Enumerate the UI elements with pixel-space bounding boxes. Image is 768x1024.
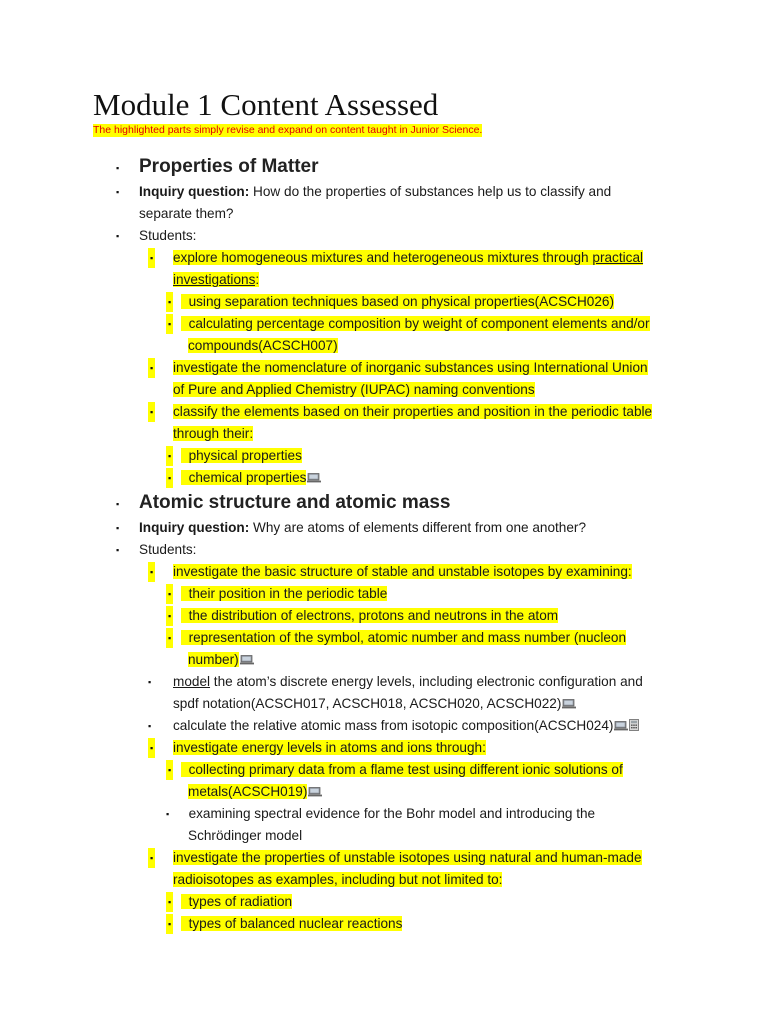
list-item: investigate the properties of unstable isotopes using natural and human-made (173, 850, 642, 865)
bullet-icon: ▪ (166, 760, 173, 780)
list-item: calculate the relative atomic mass from isotopic composition(ACSCH024) (173, 716, 639, 736)
bullet-icon: ▪ (166, 914, 173, 934)
inquiry-question (139, 182, 611, 202)
bullet-icon: ▪ (116, 499, 120, 509)
model-link[interactable]: model (173, 674, 211, 689)
bullet-icon: ▪ (166, 446, 173, 466)
list-item-continued: spdf notation(ACSCH017, ACSCH018, ACSCH020, ACSCH022) (173, 694, 576, 714)
computer-icon (308, 787, 322, 797)
computer-icon (240, 655, 254, 665)
list-item: physical properties (181, 446, 302, 466)
bullet-icon: ▪ (166, 606, 173, 626)
inquiry-text: How do the properties of substances help us to classify and (249, 184, 612, 199)
bullet-icon: ▪ (148, 358, 155, 378)
section-heading-atomic: Atomic structure and atomic mass (139, 492, 451, 513)
students-label: Students: (139, 228, 197, 243)
inquiry-label: Inquiry question: (139, 184, 250, 199)
list-item-continued: through their: (173, 426, 254, 441)
bullet-icon: ▪ (148, 562, 155, 582)
practical-investigations-link[interactable]: investigations (173, 272, 256, 287)
highlight-note: The highlighted parts simply revise and expand on content taught in Junior Science. (93, 124, 483, 136)
list-item: investigate the nomenclature of inorganic substances using International Union (173, 360, 648, 375)
computer-icon (562, 699, 576, 709)
bullet-icon: ▪ (148, 738, 155, 758)
bullet-icon: ▪ (116, 523, 120, 533)
list-item-continued: metals(ACSCH019) (188, 782, 322, 802)
list-item: their position in the periodic table (181, 584, 387, 604)
bullet-icon: ▪ (148, 848, 155, 868)
bullet-icon: ▪ (116, 231, 120, 241)
computer-icon (307, 473, 321, 483)
list-item-continued: compounds(ACSCH007) (188, 338, 338, 353)
page-title: Module 1 Content Assessed (93, 87, 439, 122)
list-item: using separation techniques based on physical properties(ACSCH026) (181, 292, 614, 312)
bullet-icon: ▪ (148, 248, 155, 268)
list-item: types of balanced nuclear reactions (181, 914, 402, 934)
inquiry-label: Inquiry question: (139, 520, 250, 535)
list-item: examining spectral evidence for the Bohr model and introducing the (188, 806, 596, 821)
list-item-continued: radioisotopes as examples, including but not limited to: (173, 872, 503, 887)
bullet-icon: ▪ (116, 163, 120, 173)
bullet-icon: ▪ (166, 292, 173, 312)
bullet-icon: ▪ (166, 584, 173, 604)
list-item-continued: Schrödinger model (188, 828, 303, 843)
list-item: the distribution of electrons, protons and neutrons in the atom (181, 606, 558, 626)
list-item: types of radiation (181, 892, 292, 912)
practical-investigations-link[interactable]: practical (592, 250, 644, 265)
list-item-continued: investigations: (173, 272, 260, 287)
computer-icon (614, 721, 628, 731)
bullet-icon: ▪ (148, 402, 155, 422)
list-item: investigate energy levels in atoms and ions through: (173, 740, 486, 755)
bullet-icon: ▪ (148, 677, 152, 687)
list-item: representation of the symbol, atomic number and mass number (nucleon (181, 628, 626, 648)
bullet-icon: ▪ (166, 468, 173, 488)
list-item: calculating percentage composition by weight of component elements and/or (181, 314, 650, 334)
list-item: model the atom’s discrete energy levels, including electronic configuration and (173, 674, 643, 689)
list-item-continued: of Pure and Applied Chemistry (IUPAC) naming conventions (173, 382, 535, 397)
list-item: classify the elements based on their properties and position in the periodic table (173, 404, 653, 419)
list-item: collecting primary data from a flame test using different ionic solutions of (181, 760, 623, 780)
bullet-icon: ▪ (166, 809, 170, 819)
inquiry-text-continued: separate them? (139, 206, 234, 221)
bullet-icon: ▪ (116, 545, 120, 555)
bullet-icon: ▪ (166, 628, 173, 648)
list-item-continued: number) (188, 650, 254, 670)
bullet-icon: ▪ (148, 721, 152, 731)
list-item: chemical properties (181, 468, 321, 488)
bullet-icon: ▪ (116, 187, 120, 197)
calculator-icon (629, 719, 639, 731)
bullet-icon: ▪ (166, 892, 173, 912)
list-item: explore homogeneous mixtures and heterogeneous mixtures through practical (173, 250, 644, 265)
bullet-icon: ▪ (166, 314, 173, 334)
inquiry-question (139, 518, 586, 538)
list-item: investigate the basic structure of stable and unstable isotopes by examining: (173, 564, 632, 579)
section-heading-properties: Properties of Matter (139, 156, 319, 177)
inquiry-text: Why are atoms of elements different from one another? (249, 520, 587, 535)
students-label: Students: (139, 542, 197, 557)
